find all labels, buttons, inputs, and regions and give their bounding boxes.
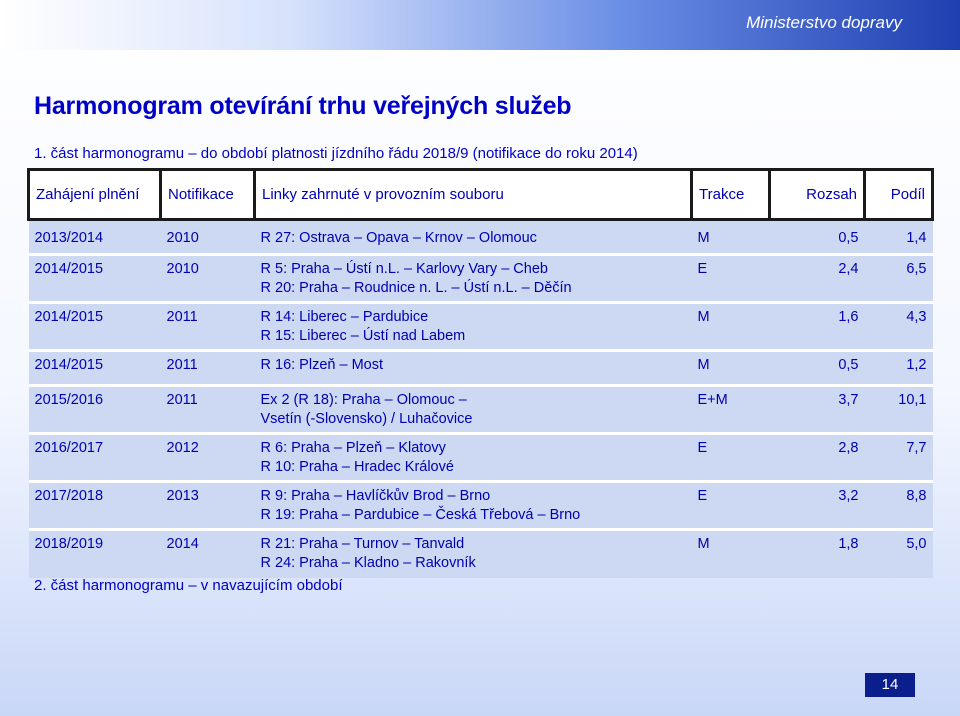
cell-notification: 2011 bbox=[161, 386, 255, 434]
cell-scope: 2,8 bbox=[770, 434, 865, 482]
cell-start: 2014/2015 bbox=[29, 303, 161, 351]
line-entry: R 24: Praha – Kladno – Rakovník bbox=[260, 555, 476, 571]
cell-notification: 2014 bbox=[161, 530, 255, 578]
cell-share: 8,8 bbox=[865, 482, 933, 530]
table-row bbox=[29, 303, 933, 351]
page-title: Harmonogram otevírání trhu veřejných služeb bbox=[34, 92, 572, 120]
table-row bbox=[29, 220, 933, 255]
line-entry: R 10: Praha – Hradec Králové bbox=[260, 459, 454, 475]
table-row bbox=[29, 434, 933, 482]
cell-share: 7,7 bbox=[865, 434, 933, 482]
line-entry: R 14: Liberec – Pardubice bbox=[260, 309, 429, 325]
table-row bbox=[29, 255, 933, 303]
cell-traction: E bbox=[692, 434, 770, 482]
cell-traction: M bbox=[692, 351, 770, 386]
cell-notification: 2011 bbox=[161, 303, 255, 351]
cell-scope: 1,8 bbox=[770, 530, 865, 578]
cell-scope: 0,5 bbox=[770, 351, 865, 386]
cell-lines bbox=[255, 303, 692, 351]
cell-traction: M bbox=[692, 303, 770, 351]
col-header-lines: Linky zahrnuté v provozním souboru bbox=[255, 170, 692, 220]
cell-lines bbox=[255, 530, 692, 578]
line-entry: R 5: Praha – Ústí n.L. – Karlovy Vary – Cheb bbox=[260, 261, 548, 277]
cell-scope: 0,5 bbox=[770, 220, 865, 255]
cell-share: 10,1 bbox=[865, 386, 933, 434]
cell-scope: 3,2 bbox=[770, 482, 865, 530]
line-entry: R 19: Praha – Pardubice – Česká Třebová – Brno bbox=[260, 507, 581, 523]
table-row bbox=[29, 351, 933, 386]
cell-start: 2016/2017 bbox=[29, 434, 161, 482]
line-entry: R 9: Praha – Havlíčkův Brod – Brno bbox=[260, 488, 491, 504]
cell-notification: 2010 bbox=[161, 255, 255, 303]
cell-notification: 2011 bbox=[161, 351, 255, 386]
cell-notification: 2013 bbox=[161, 482, 255, 530]
part1-heading: 1. část harmonogramu – do období platnosti jízdního řádu 2018/9 (notifikace do roku 2014) bbox=[34, 145, 638, 162]
cell-lines bbox=[255, 434, 692, 482]
cell-lines bbox=[255, 220, 692, 255]
cell-start: 2018/2019 bbox=[29, 530, 161, 578]
cell-share: 4,3 bbox=[865, 303, 933, 351]
table-row bbox=[29, 482, 933, 530]
part2-heading: 2. část harmonogramu – v navazujícím období bbox=[34, 577, 343, 594]
cell-traction: E+M bbox=[692, 386, 770, 434]
cell-start: 2015/2016 bbox=[29, 386, 161, 434]
cell-share: 5,0 bbox=[865, 530, 933, 578]
cell-traction: M bbox=[692, 220, 770, 255]
table-row bbox=[29, 386, 933, 434]
cell-lines bbox=[255, 386, 692, 434]
cell-lines bbox=[255, 482, 692, 530]
cell-start: 2017/2018 bbox=[29, 482, 161, 530]
table-row bbox=[29, 530, 933, 578]
page-number: 14 bbox=[865, 673, 915, 697]
schedule-table bbox=[27, 168, 934, 578]
col-header-start: Zahájení plnění bbox=[29, 170, 161, 220]
cell-scope: 2,4 bbox=[770, 255, 865, 303]
cell-notification: 2012 bbox=[161, 434, 255, 482]
cell-share: 1,2 bbox=[865, 351, 933, 386]
col-header-notification: Notifikace bbox=[161, 170, 255, 220]
col-header-scope: Rozsah bbox=[770, 170, 865, 220]
line-entry: Vsetín (-Slovensko) / Luhačovice bbox=[260, 411, 473, 427]
cell-start: 2014/2015 bbox=[29, 351, 161, 386]
col-header-share: Podíl bbox=[865, 170, 933, 220]
cell-traction: E bbox=[692, 255, 770, 303]
line-entry: R 15: Liberec – Ústí nad Labem bbox=[260, 328, 466, 344]
line-entry: R 16: Plzeň – Most bbox=[260, 357, 383, 373]
cell-share: 1,4 bbox=[865, 220, 933, 255]
cell-notification: 2010 bbox=[161, 220, 255, 255]
cell-lines bbox=[255, 255, 692, 303]
cell-start: 2014/2015 bbox=[29, 255, 161, 303]
cell-share: 6,5 bbox=[865, 255, 933, 303]
cell-scope: 3,7 bbox=[770, 386, 865, 434]
cell-start: 2013/2014 bbox=[29, 220, 161, 255]
ministry-label: Ministerstvo dopravy bbox=[746, 13, 902, 32]
cell-traction: E bbox=[692, 482, 770, 530]
line-entry: Ex 2 (R 18): Praha – Olomouc – bbox=[260, 392, 467, 408]
line-entry: R 27: Ostrava – Opava – Krnov – Olomouc bbox=[260, 230, 537, 246]
line-entry: R 6: Praha – Plzeň – Klatovy bbox=[260, 440, 446, 456]
table-header-row bbox=[29, 170, 933, 220]
col-header-traction: Trakce bbox=[692, 170, 770, 220]
cell-scope: 1,6 bbox=[770, 303, 865, 351]
cell-traction: M bbox=[692, 530, 770, 578]
line-entry: R 20: Praha – Roudnice n. L. – Ústí n.L. – Děčín bbox=[260, 280, 572, 296]
cell-lines bbox=[255, 351, 692, 386]
line-entry: R 21: Praha – Turnov – Tanvald bbox=[260, 536, 465, 552]
